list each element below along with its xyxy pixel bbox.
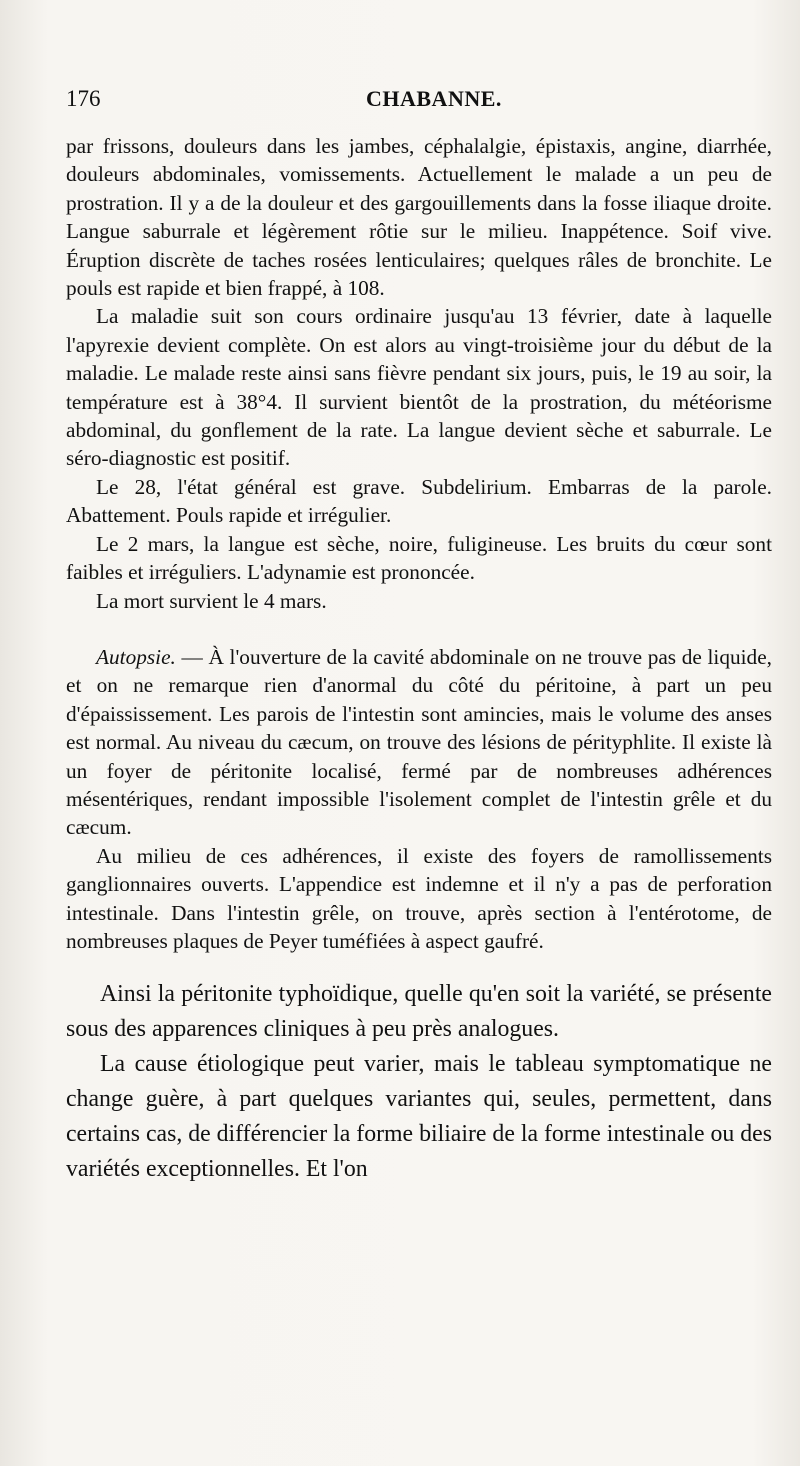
autopsy-label: Autopsie. <box>96 644 176 669</box>
paragraph: Ainsi la péritonite typhoïdique, quelle qu'en soit la variété, se présente sous des apparences cliniques à peu près analogues. <box>66 981 772 1043</box>
autopsy-text: — À l'ouverture de la cavité abdominale on ne trouve pas de liquide, et on ne remarque rien d'anormal du côté du péritoine, à part un peu d'épaississement. Les parois de l'intestin sont amincies, mais le volume des anses est normal. Au niveau du cæcum, on trouve des lésions de pérityphlite. Il existe là un foyer de péritonite localisé, fermé par de nombreuses adhérences mésentériques, rendant impossible l'isolement complet de l'intestin grêle et du cæcum. <box>66 644 772 840</box>
paragraph: La mort survient le 4 mars. <box>96 588 327 613</box>
discussion-text <box>66 977 772 1187</box>
autopsy-paragraph <box>66 643 772 842</box>
paragraph: La maladie suit son cours ordinaire jusqu'au 13 février, date à laquelle l'apyrexie devient complète. On est alors au vingt-troisième jour du début de la maladie. Le malade reste ainsi sans fièvre pendant six jours, puis, le 19 au soir, la température est à 38°4. Il survient bientôt de la prostration, du météorisme abdominal, du gonflement de la rate. La langue devient sèche et saburrale. Le séro-diagnostic est positif. <box>66 304 772 471</box>
section-gap <box>66 615 772 643</box>
paragraph: Le 28, l'état général est grave. Subdelirium. Embarras de la parole. Abattement. Pouls rapide et irrégulier. <box>66 474 772 528</box>
page-header <box>66 86 772 120</box>
case-observation <box>66 132 772 955</box>
paragraph: La cause étiologique peut varier, mais le tableau symptomatique ne change guère, à part quelques variantes qui, seules, permettent, dans certains cas, de différencier la forme biliaire de la forme intestinale ou des variétés exceptionnelles. Et l'on <box>66 1051 772 1183</box>
page-number: 176 <box>66 86 101 111</box>
paragraph: Au milieu de ces adhérences, il existe des foyers de ramollissements ganglionnaires ouverts. L'appendice est indemne et il n'y a pas de perforation intestinale. Dans l'intestin grêle, on trouve, après section à l'entérotome, de nombreuses plaques de Peyer tuméfiées à aspect gaufré. <box>66 843 772 953</box>
paragraph: par frissons, douleurs dans les jambes, céphalalgie, épistaxis, angine, diarrhée, douleurs abdominales, vomissements. Actuellement le malade a un peu de prostration. Il y a de la douleur et des gargouillements dans la fosse iliaque droite. Langue saburrale et légèrement rôtie sur le milieu. Inappétence. Soif vive. Éruption discrète de taches rosées lenticulaires; quelques râles de bronchite. Le pouls est rapide et bien frappé, à 108. <box>66 134 772 301</box>
running-title: CHABANNE. <box>366 86 502 111</box>
paragraph: Le 2 mars, la langue est sèche, noire, fuligineuse. Les bruits du cœur sont faibles et irréguliers. L'adynamie est prononcée. <box>66 531 772 585</box>
